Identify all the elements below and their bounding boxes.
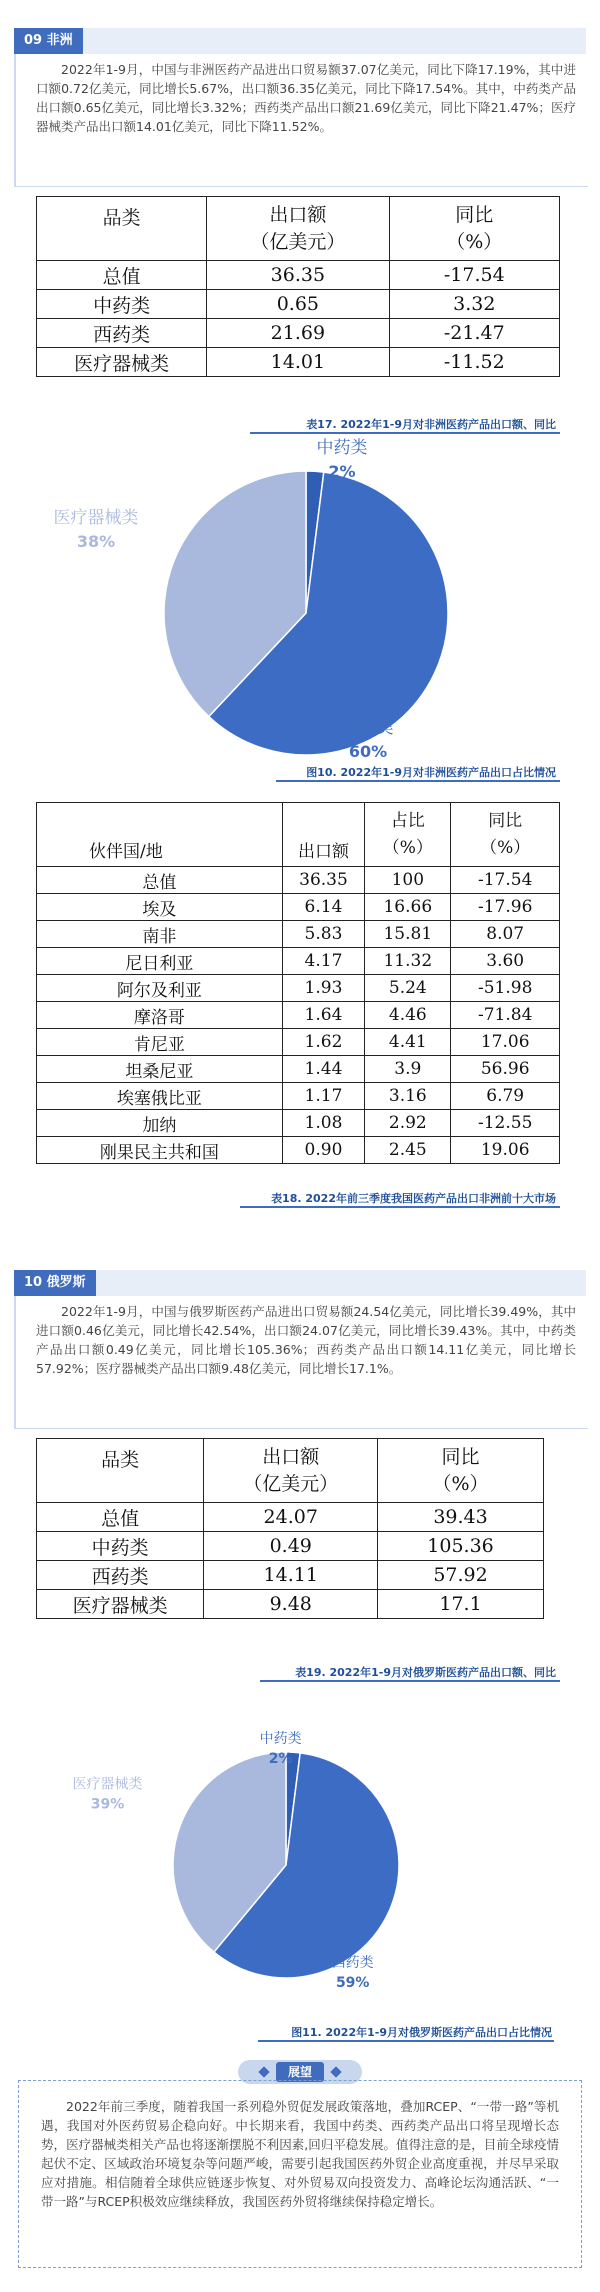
table-cell: 3.16 (365, 1083, 451, 1110)
table-cell: 刚果民主共和国 (37, 1137, 283, 1164)
table-cell: 南非 (37, 921, 283, 948)
table-caption: 表19. 2022年1-9月对俄罗斯医药产品出口额、同比 (295, 1666, 556, 1679)
table-caption: 表18. 2022年前三季度我国医药产品出口非洲前十大市场 (271, 1192, 556, 1205)
table-cell: 17.06 (451, 1029, 560, 1056)
table-cell: 阿尔及利亚 (37, 975, 283, 1002)
pie-label: 中药类 (259, 1731, 302, 1747)
table-cell: 6.14 (282, 894, 365, 921)
table-cell: -11.52 (389, 348, 559, 377)
table-header-cell: 同比 （%） (451, 803, 560, 867)
table-header-cell: 伙伴国/地 (37, 803, 283, 867)
table-cell: 100 (365, 867, 451, 894)
pie-label: 中药类 (316, 438, 368, 458)
table-header-cell: 品类 (37, 1439, 204, 1503)
table-cell: -12.55 (451, 1110, 560, 1137)
table-cell: 2.45 (365, 1137, 451, 1164)
table-cell: 总值 (37, 867, 283, 894)
table-cell: 14.11 (204, 1561, 378, 1590)
table-header-cell: 品类 (37, 197, 207, 261)
table-cell: 1.44 (282, 1056, 365, 1083)
africa-paragraph: 2022年1-9月，中国与非洲医药产品进出口贸易额37.07亿美元，同比下降17.19%，其中进口额0.72亿美元，同比增长5.67%，出口额36.35亿美元，同比下降17.54%。其中，中药类产品出口额0.65亿美元，同比增长3.32%；西药类产品出口额21.69亿美元，同比下降21.47%；医疗器械类产品出口额14.01亿美元，同比下降11.52%。 (36, 62, 576, 134)
table-cell: 36.35 (207, 261, 389, 290)
table-cell: 36.35 (282, 867, 365, 894)
table-cell: 16.66 (365, 894, 451, 921)
table-cell: 105.36 (378, 1532, 544, 1561)
table-cell: 5.83 (282, 921, 365, 948)
table-cell: 4.41 (365, 1029, 451, 1056)
table-cell: 1.64 (282, 1002, 365, 1029)
table-cell: 医疗器械类 (37, 348, 207, 377)
table-cell: -17.54 (451, 867, 560, 894)
russia-paragraph: 2022年1-9月，中国与俄罗斯医药产品进出口贸易额24.54亿美元，同比增长39.49%，其中进口额0.46亿美元，同比增长42.54%，出口额24.07亿美元，同比增长39.43%。其中，中药类产品出口额0.49亿美元，同比增长105.36%；西药类产品出口额14.11亿美元，同比增长57.92%；医疗器械类产品出口额9.48亿美元，同比增长17.1%。 (36, 1304, 576, 1376)
table-cell: 加纳 (37, 1110, 283, 1137)
pie-value-label: 2% (328, 462, 356, 481)
table-cell: 医疗器械类 (37, 1590, 204, 1619)
table-cell: 57.92 (378, 1561, 544, 1590)
table-cell: 19.06 (451, 1137, 560, 1164)
table-cell: 肯尼亚 (37, 1029, 283, 1056)
table-cell: -21.47 (389, 319, 559, 348)
table-cell: 1.62 (282, 1029, 365, 1056)
pie-label: 医疗器械类 (53, 508, 139, 528)
table-cell: 中药类 (37, 290, 207, 319)
pie-value-label: 60% (348, 742, 388, 761)
table-cell: 6.79 (451, 1083, 560, 1110)
table-cell: 总值 (37, 261, 207, 290)
table-cell: 0.90 (282, 1137, 365, 1164)
pie-label: 西药类 (331, 1955, 374, 1971)
pie-value-label: 39% (90, 1796, 125, 1813)
table-cell: 西药类 (37, 1561, 204, 1590)
pie-label: 西药类 (342, 718, 394, 738)
table-cell: -17.96 (451, 894, 560, 921)
outlook-box (18, 2080, 582, 2268)
section-label: 10 俄罗斯 (14, 1270, 96, 1296)
table-header-cell: 出口额 （亿美元） (207, 197, 389, 261)
table-header-cell: 同比 （%） (389, 197, 559, 261)
pie-value-label: 38% (76, 532, 116, 551)
table-cell: 埃塞俄比亚 (37, 1083, 283, 1110)
table-cell: -51.98 (451, 975, 560, 1002)
table-header-cell: 占比 （%） (365, 803, 451, 867)
table-cell: 4.46 (365, 1002, 451, 1029)
chart-caption: 图11. 2022年1-9月对俄罗斯医药产品出口占比情况 (291, 2026, 552, 2039)
table-cell: 1.17 (282, 1083, 365, 1110)
table-cell: 1.93 (282, 975, 365, 1002)
outlook-label: 展望 (276, 2062, 324, 2082)
table-cell: 坦桑尼亚 (37, 1056, 283, 1083)
table-cell: -71.84 (451, 1002, 560, 1029)
table-cell: 摩洛哥 (37, 1002, 283, 1029)
table-cell: 24.07 (204, 1503, 378, 1532)
table-cell: 0.49 (204, 1532, 378, 1561)
table-cell: 0.65 (207, 290, 389, 319)
pie-value-label: 59% (335, 1975, 370, 1991)
section-label: 09 非洲 (14, 28, 83, 54)
outlook-paragraph: 2022年前三季度，随着我国一系列稳外贸促发展政策落地，叠加RCEP、“一带一路”等机遇，我国对外医药贸易企稳向好。中长期来看，我国中药类、西药类产品出口将呈现增长态势，医疗器械类相关产品也将逐渐摆脱不利因素,回归平稳发展。值得注意的是，目前全球疫情起伏不定、区域政治环境复杂等问题严峻，需要引起我国医药外贸企业高度重视，并尽早采取应对措施。相信随着全球供应链逐步恢复、对外贸易双向投资发力、高峰论坛沟通活跃、“一带一路”与RCEP积极效应继续释放，我国医药外贸将继续保持稳定增长。 (41, 2099, 559, 2209)
table-cell: -17.54 (389, 261, 559, 290)
table-caption: 表17. 2022年1-9月对非洲医药产品出口额、同比 (306, 418, 556, 431)
table-cell: 中药类 (37, 1532, 204, 1561)
table-cell: 3.60 (451, 948, 560, 975)
table-cell: 5.24 (365, 975, 451, 1002)
chart-caption: 图10. 2022年1-9月对非洲医药产品出口占比情况 (306, 766, 556, 779)
table-cell: 4.17 (282, 948, 365, 975)
pie-value-label: 2% (268, 1751, 293, 1767)
table-cell: 15.81 (365, 921, 451, 948)
table-cell: 11.32 (365, 948, 451, 975)
table-cell: 3.9 (365, 1056, 451, 1083)
table-cell: 尼日利亚 (37, 948, 283, 975)
pie-label: 医疗器械类 (72, 1776, 143, 1793)
table-cell: 3.32 (389, 290, 559, 319)
table-cell: 1.08 (282, 1110, 365, 1137)
table-cell: 8.07 (451, 921, 560, 948)
table-header-cell: 出口额 （亿美元） (204, 1439, 378, 1503)
table-cell: 2.92 (365, 1110, 451, 1137)
table-cell: 14.01 (207, 348, 389, 377)
table-cell: 56.96 (451, 1056, 560, 1083)
table-cell: 西药类 (37, 319, 207, 348)
table-cell: 总值 (37, 1503, 204, 1532)
caption-underline (258, 2040, 554, 2042)
table-cell: 39.43 (378, 1503, 544, 1532)
table-cell: 9.48 (204, 1590, 378, 1619)
table-header-cell: 出口额 (282, 803, 365, 867)
table-cell: 21.69 (207, 319, 389, 348)
table-header-cell: 同比 （%） (378, 1439, 544, 1503)
table-cell: 埃及 (37, 894, 283, 921)
table-cell: 17.1 (378, 1590, 544, 1619)
